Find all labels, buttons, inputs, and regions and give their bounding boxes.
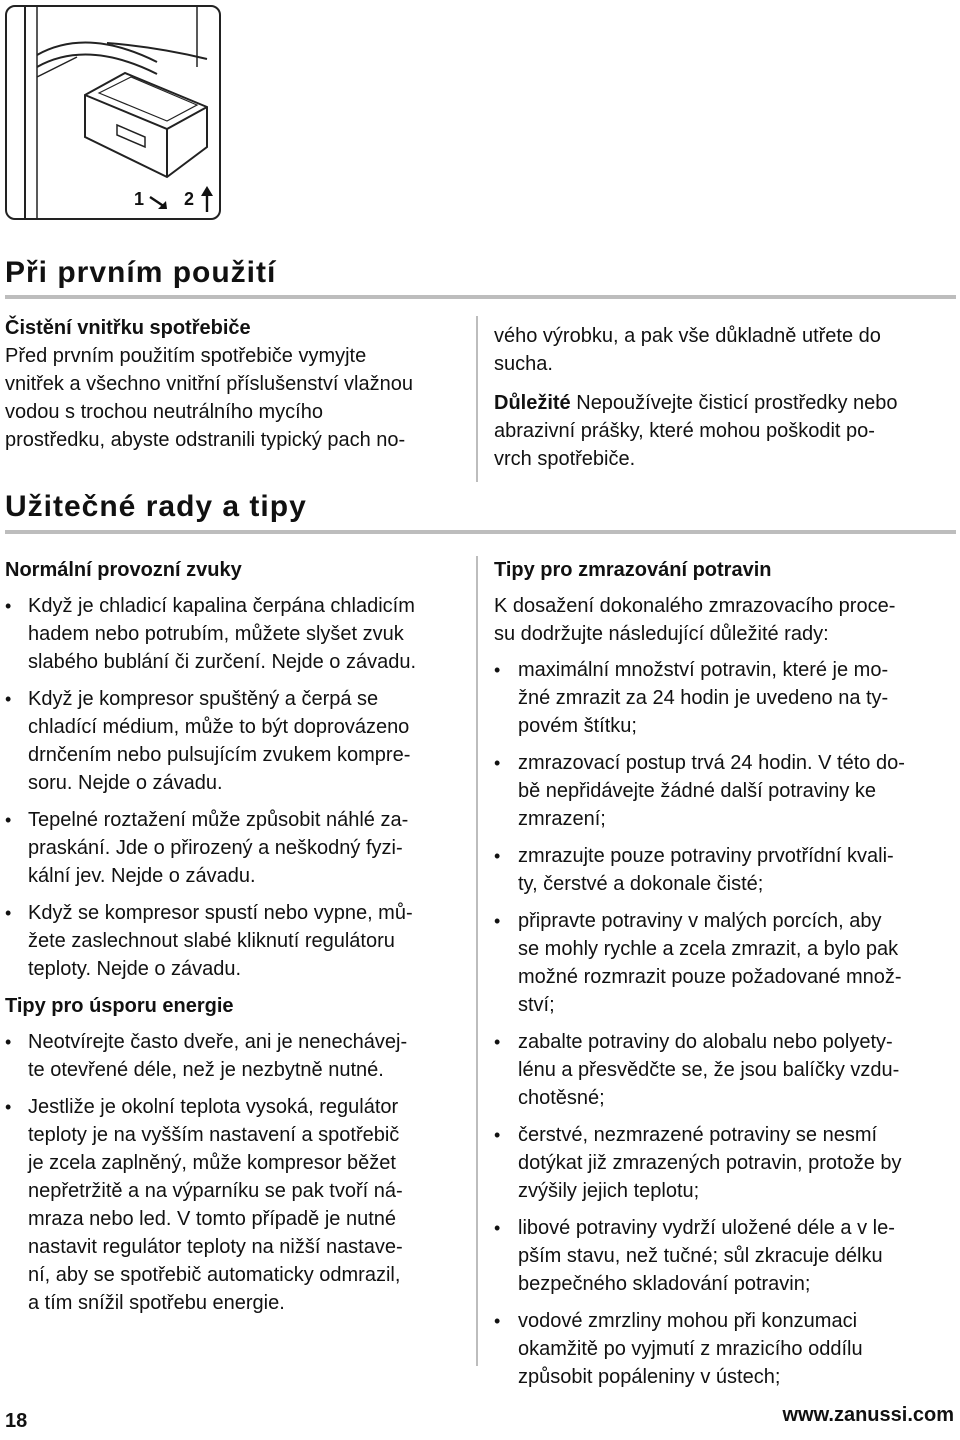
freezing-list bbox=[494, 656, 956, 1391]
important-text-line: abrazivní prášky, které mohou poškodit po- bbox=[494, 420, 875, 442]
list-item-line: • maximální množství potravin, které je mo- bbox=[518, 659, 889, 681]
list-item bbox=[494, 1121, 956, 1205]
list-item-line: kální jev. Nejde o závadu. bbox=[28, 865, 256, 887]
step-1-label: 1 bbox=[134, 189, 145, 209]
list-item-line: bě nepřidávejte žádné další potraviny ke bbox=[518, 780, 877, 802]
section-divider bbox=[5, 295, 956, 299]
arrow-down-right-icon bbox=[147, 193, 173, 213]
column-divider bbox=[476, 556, 478, 1366]
cleaning-text-line: vého výrobku, a pak vše důkladně utřete do bbox=[494, 325, 881, 347]
section-title-tips: Užitečné rady a tipy bbox=[5, 490, 307, 523]
freezing-intro-line: su dodržujte následující důležité rady: bbox=[494, 623, 829, 645]
noises-heading: Normální provozní zvuky bbox=[5, 559, 242, 581]
list-item bbox=[494, 1307, 956, 1391]
list-item-line: způsobit popáleniny v ústech; bbox=[518, 1366, 781, 1388]
list-item-line: soru. Nejde o závadu. bbox=[28, 772, 223, 794]
list-item-line: nastavit regulátor teploty na nižší nastave- bbox=[28, 1236, 403, 1258]
cleaning-text-line: vnitřek a všechno vnitřní příslušenství vlažnou bbox=[5, 373, 413, 395]
cleaning-left-column bbox=[5, 314, 465, 454]
list-item-line: • zabalte potraviny do alobalu nebo polyety- bbox=[518, 1031, 893, 1053]
section-title-first-use: Při prvním použití bbox=[5, 256, 277, 289]
list-item bbox=[5, 899, 465, 983]
list-item-line: chladící médium, může to být doprovázeno bbox=[28, 716, 410, 738]
energy-heading: Tipy pro úsporu energie bbox=[5, 995, 234, 1017]
list-item-line: • Tepelné roztažení může způsobit náhlé za- bbox=[28, 809, 409, 831]
list-item bbox=[494, 749, 956, 833]
list-item-line: • zmrazujte pouze potraviny prvotřídní kvali- bbox=[518, 845, 894, 867]
important-note bbox=[494, 389, 954, 417]
list-item-line: a tím snížil spotřebu energie. bbox=[28, 1292, 285, 1314]
cleaning-text-line: vodou s trochou neutrálního mycího bbox=[5, 401, 323, 423]
list-item-line: povém štítku; bbox=[518, 715, 637, 737]
list-item bbox=[5, 1093, 465, 1317]
list-item-line: • čerstvé, nezmrazené potraviny se nesmí bbox=[518, 1124, 878, 1146]
list-item-line: • Když se kompresor spustí nebo vypne, mů- bbox=[28, 902, 413, 924]
step-2-label: 2 bbox=[184, 189, 195, 209]
list-item-line: zvýšily jejich teplotu; bbox=[518, 1180, 700, 1202]
energy-list bbox=[5, 1028, 465, 1317]
list-item-line: teploty je na vyšším nastavení a spotřebič bbox=[28, 1124, 400, 1146]
freezing-heading: Tipy pro zmrazování potravin bbox=[494, 559, 772, 581]
list-item-line: praskání. Jde o přirozený a neškodný fyzi- bbox=[28, 837, 403, 859]
list-item-line: ství; bbox=[518, 994, 555, 1016]
list-item-line: • Jestliže je okolní teplota vysoká, regulátor bbox=[28, 1096, 399, 1118]
cleaning-text-line: sucha. bbox=[494, 353, 553, 375]
list-item bbox=[494, 1028, 956, 1112]
list-item-line: teploty. Nejde o závadu. bbox=[28, 958, 242, 980]
list-item-line: • vodové zmrzliny mohou při konzumaci bbox=[518, 1310, 858, 1332]
list-item-line: lénu a přesvědčte se, že jsou balíčky vzdu- bbox=[518, 1059, 900, 1081]
important-text-line: vrch spotřebiče. bbox=[494, 448, 636, 470]
list-item-line: žné zmrazit za 24 hodin je uvedeno na ty- bbox=[518, 687, 889, 709]
list-item-line: • Neotvírejte často dveře, ani je nenechávej- bbox=[28, 1031, 408, 1053]
list-item-line: se mohly rychle a zcela zmrazit, a bylo pak bbox=[518, 938, 899, 960]
list-item-line: ty, čerstvé a dokonale čisté; bbox=[518, 873, 764, 895]
list-item-line: te otevřené déle, než je nezbytně nutné. bbox=[28, 1059, 384, 1081]
list-item-line: • Když je kompresor spuštěný a čerpá se bbox=[28, 688, 379, 710]
freezing-intro-line: K dosažení dokonalého zmrazovacího proce- bbox=[494, 595, 896, 617]
cleaning-text-line: Před prvním použitím spotřebiče vymyjte bbox=[5, 345, 367, 367]
list-item-line: zmrazení; bbox=[518, 808, 606, 830]
list-item-line: slabého bublání či zurčení. Nejde o závadu. bbox=[28, 651, 417, 673]
list-item bbox=[5, 806, 465, 890]
list-item-line: • libové potraviny vydrží uložené déle a v le- bbox=[518, 1217, 895, 1239]
cleaning-subheading: Čistění vnitřku spotřebiče bbox=[5, 317, 251, 339]
list-item bbox=[5, 1028, 465, 1084]
tips-right-column bbox=[494, 556, 956, 1400]
cleaning-right-column bbox=[494, 322, 954, 473]
list-item-line: hadem nebo potrubím, můžete slyšet zvuk bbox=[28, 623, 404, 645]
list-item-line: bezpečného skladování potravin; bbox=[518, 1273, 811, 1295]
list-item-line: nepřetržitě a na výparníku se pak tvoří ná- bbox=[28, 1180, 403, 1202]
noises-list bbox=[5, 592, 465, 983]
list-item bbox=[494, 907, 956, 1019]
list-item-line: okamžitě po vyjmutí z mrazicího oddílu bbox=[518, 1338, 863, 1360]
list-item-line: chotěsné; bbox=[518, 1087, 605, 1109]
list-item-line: • Když je chladicí kapalina čerpána chladicím bbox=[28, 595, 415, 617]
drawer-removal-illustration bbox=[5, 5, 221, 220]
list-item bbox=[494, 842, 956, 898]
page-number: 18 bbox=[5, 1410, 28, 1432]
drawer-drawing bbox=[7, 7, 219, 218]
tips-left-column bbox=[5, 556, 465, 1326]
section-divider bbox=[5, 530, 956, 534]
cleaning-text-line: prostředku, abyste odstranili typický pach no- bbox=[5, 429, 406, 451]
list-item bbox=[494, 1214, 956, 1298]
important-text: Nepoužívejte čisticí prostředky nebo bbox=[570, 392, 898, 414]
list-item-line: pším stavu, než tučné; sůl zkracuje délku bbox=[518, 1245, 883, 1267]
list-item-line: možné rozmrazit pouze požadované množ- bbox=[518, 966, 902, 988]
list-item bbox=[494, 656, 956, 740]
list-item-line: ní, aby se spotřebič automaticky odmrazil, bbox=[28, 1264, 401, 1286]
column-divider bbox=[476, 316, 478, 482]
list-item bbox=[5, 592, 465, 676]
list-item-line: drnčením nebo pulsujícím zvukem kompre- bbox=[28, 744, 411, 766]
list-item-line: dotýkat již zmrazených potravin, protože by bbox=[518, 1152, 902, 1174]
list-item-line: mraza nebo led. V tomto případě je nutné bbox=[28, 1208, 397, 1230]
list-item-line: žete zaslechnout slabé kliknutí regulátoru bbox=[28, 930, 395, 952]
list-item bbox=[5, 685, 465, 797]
list-item-line: je zcela zaplněný, může kompresor běžet bbox=[28, 1152, 396, 1174]
website-link[interactable]: www.zanussi.com bbox=[782, 1404, 954, 1426]
list-item-line: • zmrazovací postup trvá 24 hodin. V této do- bbox=[518, 752, 905, 774]
arrow-up-icon bbox=[199, 184, 215, 214]
important-label: Důležité bbox=[494, 392, 571, 414]
list-item-line: • připravte potraviny v malých porcích, aby bbox=[518, 910, 882, 932]
